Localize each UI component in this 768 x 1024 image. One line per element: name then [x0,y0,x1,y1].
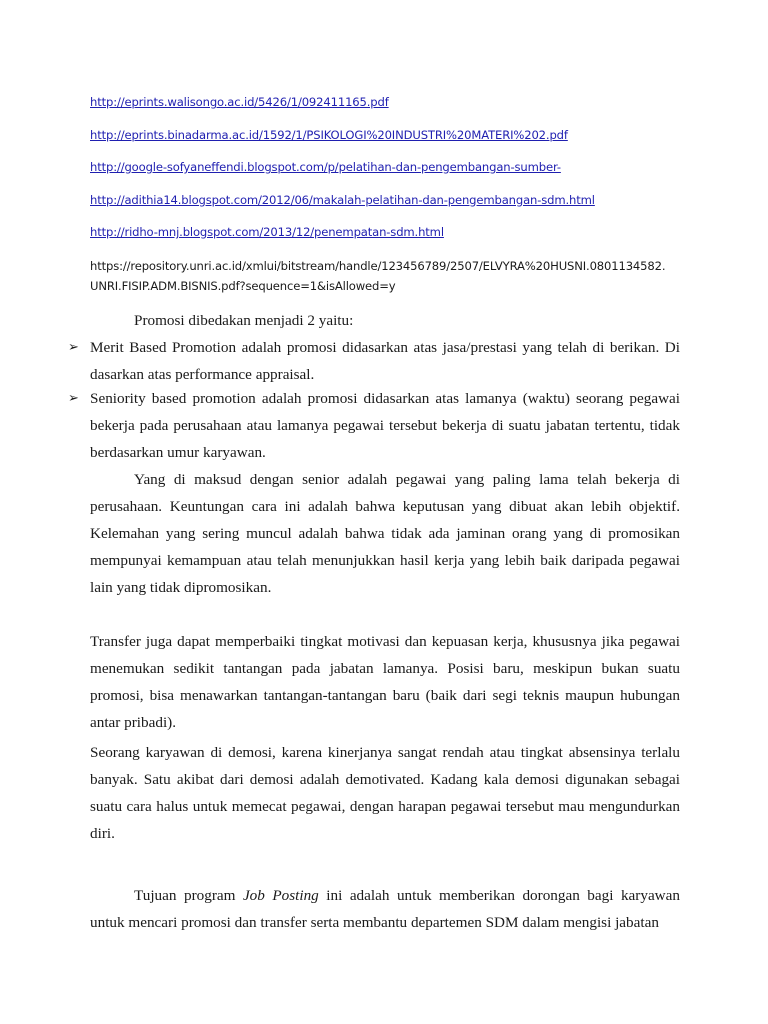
reference-url-line-1: https://repository.unri.ac.id/xmlui/bitstream/handle/123456789/2507/ELVYRA%20HUSNI.0801134582. [90,258,666,273]
paragraph-job-posting [90,882,680,936]
reference-list [90,93,690,296]
bullet-merit-based: Merit Based Promotion adalah promosi didasarkan atas jasa/prestasi yang telah di berikan. Di dasarkan atas performance appraisal. [90,339,680,383]
reference-link[interactable]: http://eprints.walisongo.ac.id/5426/1/092411165.pdf [90,95,389,109]
intro-sentence: Promosi dibedakan menjadi 2 yaitu: [134,312,354,329]
job-posting-text-end: ini adalah untuk memberikan dorongan bagi karyawan untuk mencari promosi dan transfer serta membantu departemen SDM dalam mengisi jabatan [90,887,680,931]
arrow-bullet-icon: ➢ [68,391,79,406]
reference-url-line-2: UNRI.FISIP.ADM.BISNIS.pdf?sequence=1&isAllowed=y [90,278,396,293]
reference-link[interactable]: http://google-sofyaneffendi.blogspot.com/p/pelatihan-dan-pengembangan-sumber- [90,160,561,174]
reference-link[interactable]: http://adithia14.blogspot.com/2012/06/makalah-pelatihan-dan-pengembangan-sdm.html [90,192,595,207]
paragraph-senior: Yang di maksud dengan senior adalah pegawai yang paling lama telah bekerja di perusahaan. Keuntungan cara ini adalah bahwa keputusan yang dibuat akan lebih objektif. Kelemahan yang sering muncul adalah bahwa tidak ada jaminan orang yang di promosikan mempunyai kemampuan atau telah menunjukkan hasil kerja yang lebih baik daripada pegawai lain yang tidak dipromosikan. [90,471,680,596]
reference-link[interactable]: http://eprints.binadarma.ac.id/1592/1/PSIKOLOGI%20INDUSTRI%20MATERI%202.pdf [90,127,568,142]
arrow-bullet-icon: ➢ [68,340,79,355]
paragraph-demosi: Seorang karyawan di demosi, karena kinerjanya sangat rendah atau tingkat absensinya terlalu banyak. Satu akibat dari demosi adalah demotivated. Kadang kala demosi digunakan sebagai suatu cara halus untuk memecat pegawai, dengan harapan pegawai tersebut mau mengundurkan diri. [90,744,680,842]
job-posting-term: Job Posting [242,887,319,904]
paragraph-transfer: Transfer juga dapat memperbaiki tingkat motivasi dan kepuasan kerja, khususnya jika pegawai menemukan sedikit tantangan pada jabatan lamanya. Posisi baru, meskipun bukan suatu promosi, bisa menawarkan tantangan-tantangan baru (baik dari segi teknis maupun hubungan antar pribadi). [90,633,680,731]
job-posting-text-start: Tujuan program [134,887,243,904]
bullet-seniority-based: Seniority based promotion adalah promosi didasarkan atas lamanya (waktu) seorang pegawai bekerja pada perusahaan atau lamanya pegawai tersebut bekerja di suatu jabatan tertentu, tidak berdasarkan umur karyawan. [90,390,680,461]
reference-link[interactable]: http://ridho-mnj.blogspot.com/2013/12/penempatan-sdm.html [90,225,444,239]
